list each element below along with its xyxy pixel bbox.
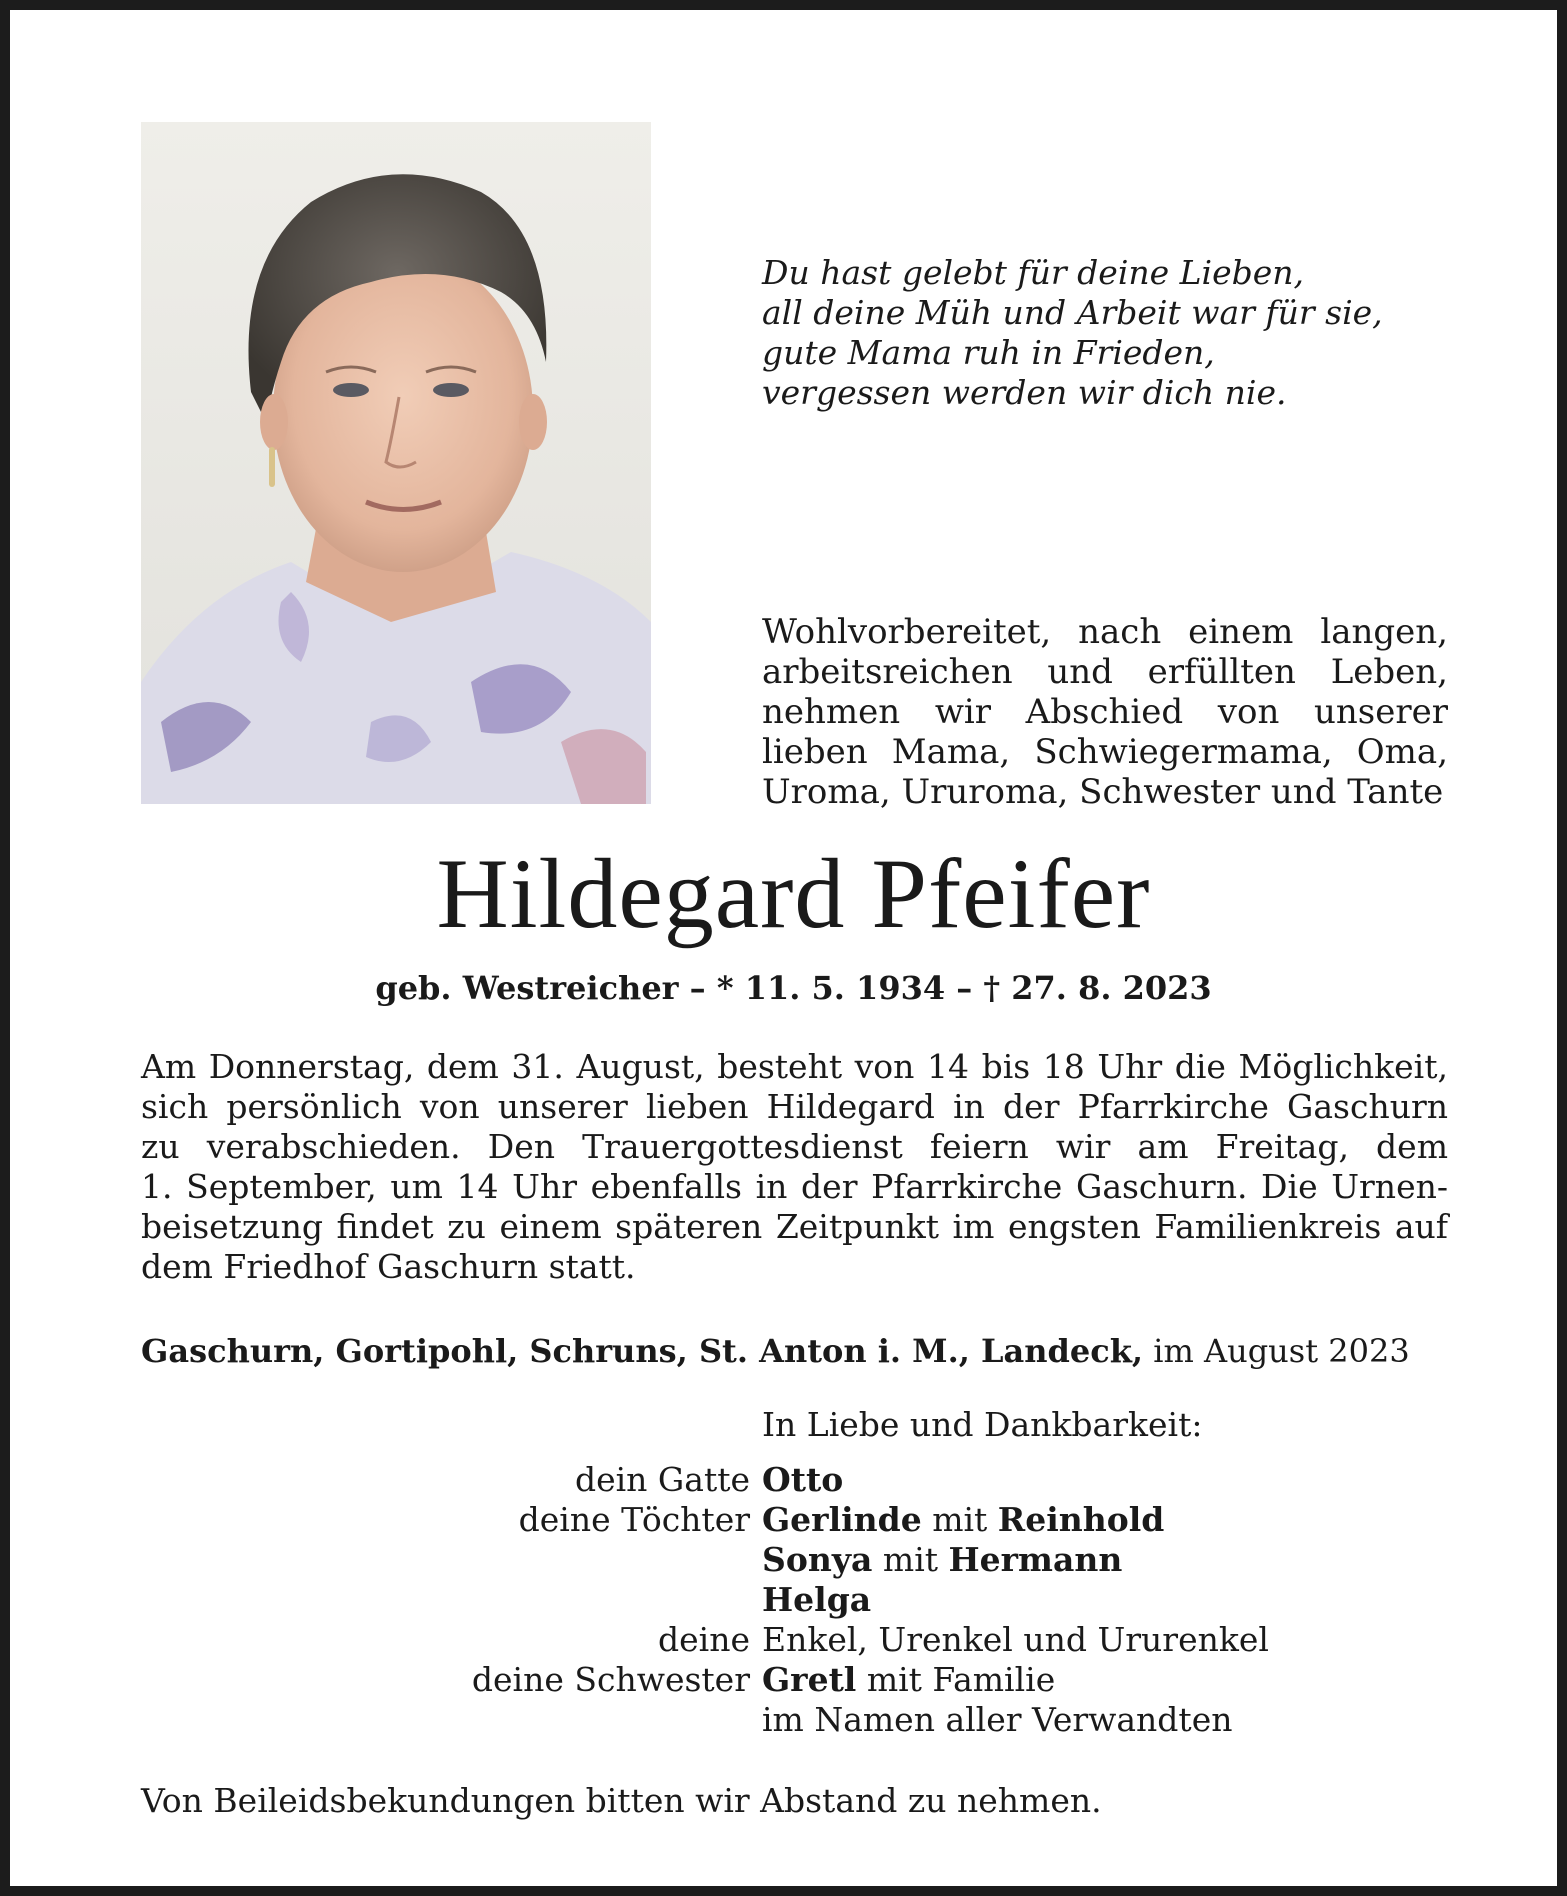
family-name: Gretl [762, 1660, 857, 1699]
family-relation: dein Gatte [574, 1460, 750, 1499]
family-members [762, 1580, 871, 1620]
family-members [762, 1540, 1122, 1580]
thanks-heading: In Liebe und Dankbarkeit: [762, 1405, 1203, 1444]
family-suffix: mit Familie [856, 1660, 1056, 1699]
family-name: Otto [762, 1460, 844, 1499]
memorial-poem [762, 253, 1482, 413]
places-list: Gaschurn, Gortipohl, Schruns, St. Anton i. M., Landeck, [141, 1332, 1144, 1370]
place-date: im August 2023 [1143, 1332, 1410, 1370]
ceremony-line: zu verabschieden. Den Trauergottesdienst feiern wir am Freitag, dem [141, 1127, 1448, 1166]
family-name: Hermann [948, 1540, 1123, 1579]
family-row [10, 1660, 1567, 1700]
poem-line: gute Mama ruh in Frieden, [762, 333, 1215, 372]
family-relation: deine Töchter [518, 1500, 750, 1539]
family-members [762, 1500, 1164, 1540]
family-connector: mit [921, 1500, 998, 1539]
family-relation: deine Schwester [471, 1660, 750, 1699]
places-and-date [141, 1331, 1448, 1371]
deceased-name: Hildegard Pfeifer [436, 838, 1151, 949]
family-list [10, 1460, 1567, 1740]
family-name: Helga [762, 1580, 872, 1619]
portrait-illustration [141, 122, 651, 804]
family-row [10, 1580, 1567, 1620]
poem-line: Du hast gelebt für deine Lieben, [762, 253, 1305, 292]
portrait-photo [141, 122, 651, 804]
family-name: Reinhold [997, 1500, 1165, 1539]
family-members: im Namen aller Verwandten [762, 1700, 1233, 1739]
family-members [762, 1460, 843, 1500]
family-row [10, 1540, 1567, 1580]
family-row [10, 1620, 1567, 1660]
intro-text: Wohlvorbereitet, nach einem langen, arbeitsreichen und erfüllten Leben, nehmen wir Abschied von unserer lieben Mama, Schwiegermama, Oma, Uroma, Ururoma, Schwester und Tante [762, 612, 1448, 812]
poem-line: all deine Müh und Arbeit war für sie, [762, 293, 1383, 332]
family-row [10, 1500, 1567, 1540]
family-members: Enkel, Urenkel und Ururenkel [762, 1620, 1269, 1659]
poem-line: vergessen werden wir dich nie. [762, 373, 1287, 412]
family-connector: mit [872, 1540, 949, 1579]
ceremony-details [141, 1047, 1448, 1287]
ceremony-line: 1. September, um 14 Uhr ebenfalls in der Pfarrkirche Gaschurn. Die Urnen- [141, 1167, 1448, 1206]
family-members [762, 1660, 1055, 1700]
ceremony-line: Am Donnerstag, dem 31. August, besteht von 14 bis 18 Uhr die Möglichkeit, [141, 1047, 1448, 1086]
family-row [10, 1460, 1567, 1500]
ceremony-line: sich persönlich von unserer lieben Hildegard in der Pfarrkirche Gaschurn [141, 1087, 1448, 1126]
ceremony-line: dem Friedhof Gaschurn statt. [141, 1247, 636, 1286]
ceremony-line: beisetzung findet zu einem späteren Zeitpunkt im engsten Familienkreis auf [141, 1207, 1448, 1246]
family-name: Sonya [762, 1540, 873, 1579]
family-row [10, 1700, 1567, 1740]
birth-death-dates: geb. Westreicher – * 11. 5. 1934 – † 27. 8. 2023 [375, 969, 1212, 1007]
family-relation: deine [658, 1620, 750, 1659]
family-name: Gerlinde [762, 1500, 922, 1539]
closing-note: Von Beileidsbekundungen bitten wir Abstand zu nehmen. [141, 1781, 1102, 1820]
